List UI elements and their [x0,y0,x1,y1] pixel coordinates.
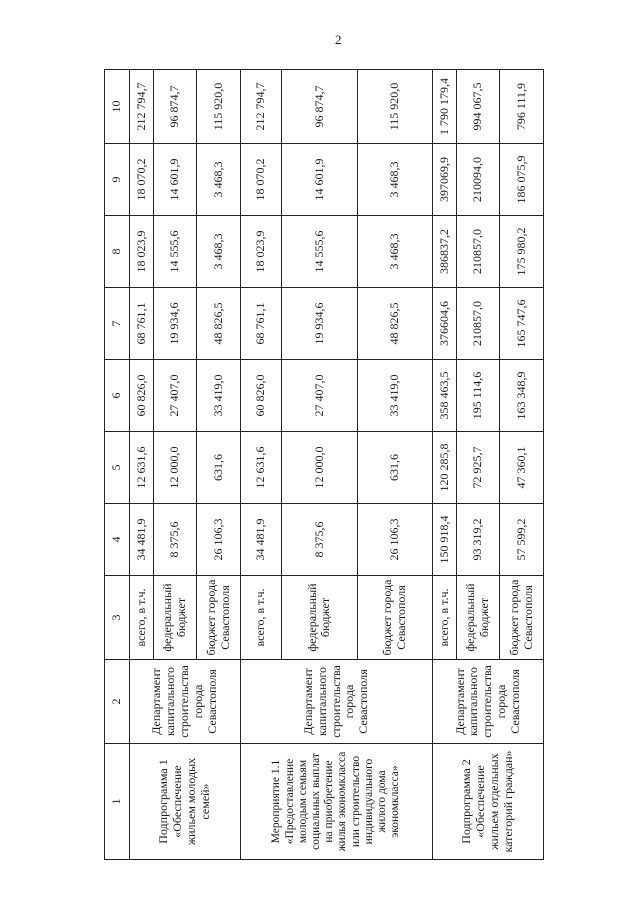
value-cell: 60 826,0 [240,360,281,432]
value-cell: 358 463,5 [433,360,457,432]
value-cell: 18 023,9 [240,216,281,288]
funding-source: бюджет города Севастополя [197,576,241,660]
value-cell: 34 481,9 [240,504,281,576]
value-cell: 210857,0 [456,216,500,288]
value-cell: 96 874,7 [153,70,197,144]
value-cell: 33 419,0 [197,360,241,432]
header-row [105,70,130,860]
value-cell: 210857,0 [456,288,500,360]
funding-source: федеральный бюджет [456,576,500,660]
value-cell: 115 920,0 [197,70,241,144]
header-cell: 1 [105,744,130,860]
value-cell: 8 375,6 [153,504,197,576]
value-cell: 186 075,9 [500,144,544,216]
funding-source: федеральный бюджет [282,576,357,660]
value-cell: 27 407,0 [282,360,357,432]
value-cell: 18 023,9 [130,216,154,288]
value-cell: 68 761,1 [130,288,154,360]
value-cell: 14 601,9 [153,144,197,216]
value-cell: 8 375,6 [282,504,357,576]
executor: Департамент капитального строительства города Севастополя [433,660,544,744]
funding-source: всего, в т.ч. [433,576,457,660]
value-cell: 212 794,7 [130,70,154,144]
value-cell: 27 407,0 [153,360,197,432]
header-cell: 5 [105,432,130,504]
value-cell: 14 555,6 [282,216,357,288]
value-cell: 115 920,0 [357,70,432,144]
value-cell: 3 468,3 [197,216,241,288]
value-cell: 994 067,5 [456,70,500,144]
value-cell: 33 419,0 [357,360,432,432]
value-cell: 12 000,0 [153,432,197,504]
header-cell: 9 [105,144,130,216]
value-cell: 34 481,9 [130,504,154,576]
value-cell: 96 874,7 [282,70,357,144]
value-cell: 26 106,3 [357,504,432,576]
value-cell: 175 980,2 [500,216,544,288]
value-cell: 3 468,3 [357,144,432,216]
value-cell: 150 918,4 [433,504,457,576]
program-name: Подпрограмма 1 «Обеспечение жильем молодых семей» [130,744,241,860]
value-cell: 18 070,2 [240,144,281,216]
value-cell: 19 934,6 [282,288,357,360]
value-cell: 18 070,2 [130,144,154,216]
header-cell: 10 [105,70,130,144]
value-cell: 48 826,5 [357,288,432,360]
value-cell: 376604,6 [433,288,457,360]
header-cell: 2 [105,660,130,744]
value-cell: 72 925,7 [456,432,500,504]
executor: Департамент капитального строительства города Севастополя [130,660,241,744]
value-cell: 3 468,3 [197,144,241,216]
program-name: Мероприятие 1.1 «Предоставление молодым семьям социальных выплат на приобретение жилья экономкласса или строительство индивидуального жилого дома экономкласса» [240,744,432,860]
page-number: 2 [335,32,342,47]
table-row [130,70,154,860]
value-cell: 14 601,9 [282,144,357,216]
value-cell: 48 826,5 [197,288,241,360]
header-cell: 7 [105,288,130,360]
funding-source: бюджет города Севастополя [357,576,432,660]
program-name: Подпрограмма 2 «Обеспечение жильем отдельных категорий граждан» [433,744,544,860]
value-cell: 60 826,0 [130,360,154,432]
table-row [433,70,457,860]
value-cell: 3 468,3 [357,216,432,288]
value-cell: 68 761,1 [240,288,281,360]
value-cell: 93 319,2 [456,504,500,576]
header-cell: 4 [105,504,130,576]
header-cell: 8 [105,216,130,288]
funding-source: всего, в т.ч. [240,576,281,660]
funding-source: федеральный бюджет [153,576,197,660]
value-cell: 120 285,8 [433,432,457,504]
value-cell: 1 790 179,4 [433,70,457,144]
executor: Департамент капитального строительства города Севастополя [240,660,432,744]
value-cell: 12 000,0 [282,432,357,504]
rotated-table-wrapper [104,70,544,860]
funding-source: бюджет города Севастополя [500,576,544,660]
value-cell: 163 348,9 [500,360,544,432]
value-cell: 796 111,9 [500,70,544,144]
header-cell: 3 [105,576,130,660]
value-cell: 12 631,6 [130,432,154,504]
value-cell: 631,6 [197,432,241,504]
value-cell: 14 555,6 [153,216,197,288]
value-cell: 57 599,2 [500,504,544,576]
value-cell: 12 631,6 [240,432,281,504]
table-row [240,70,281,860]
funding-source: всего, в т.ч. [130,576,154,660]
value-cell: 386837,2 [433,216,457,288]
value-cell: 195 114,6 [456,360,500,432]
value-cell: 165 747,6 [500,288,544,360]
value-cell: 631,6 [357,432,432,504]
value-cell: 19 934,6 [153,288,197,360]
budget-table [104,69,544,860]
header-cell: 6 [105,360,130,432]
value-cell: 397069,9 [433,144,457,216]
value-cell: 212 794,7 [240,70,281,144]
value-cell: 26 106,3 [197,504,241,576]
value-cell: 47 360,1 [500,432,544,504]
value-cell: 210094,0 [456,144,500,216]
